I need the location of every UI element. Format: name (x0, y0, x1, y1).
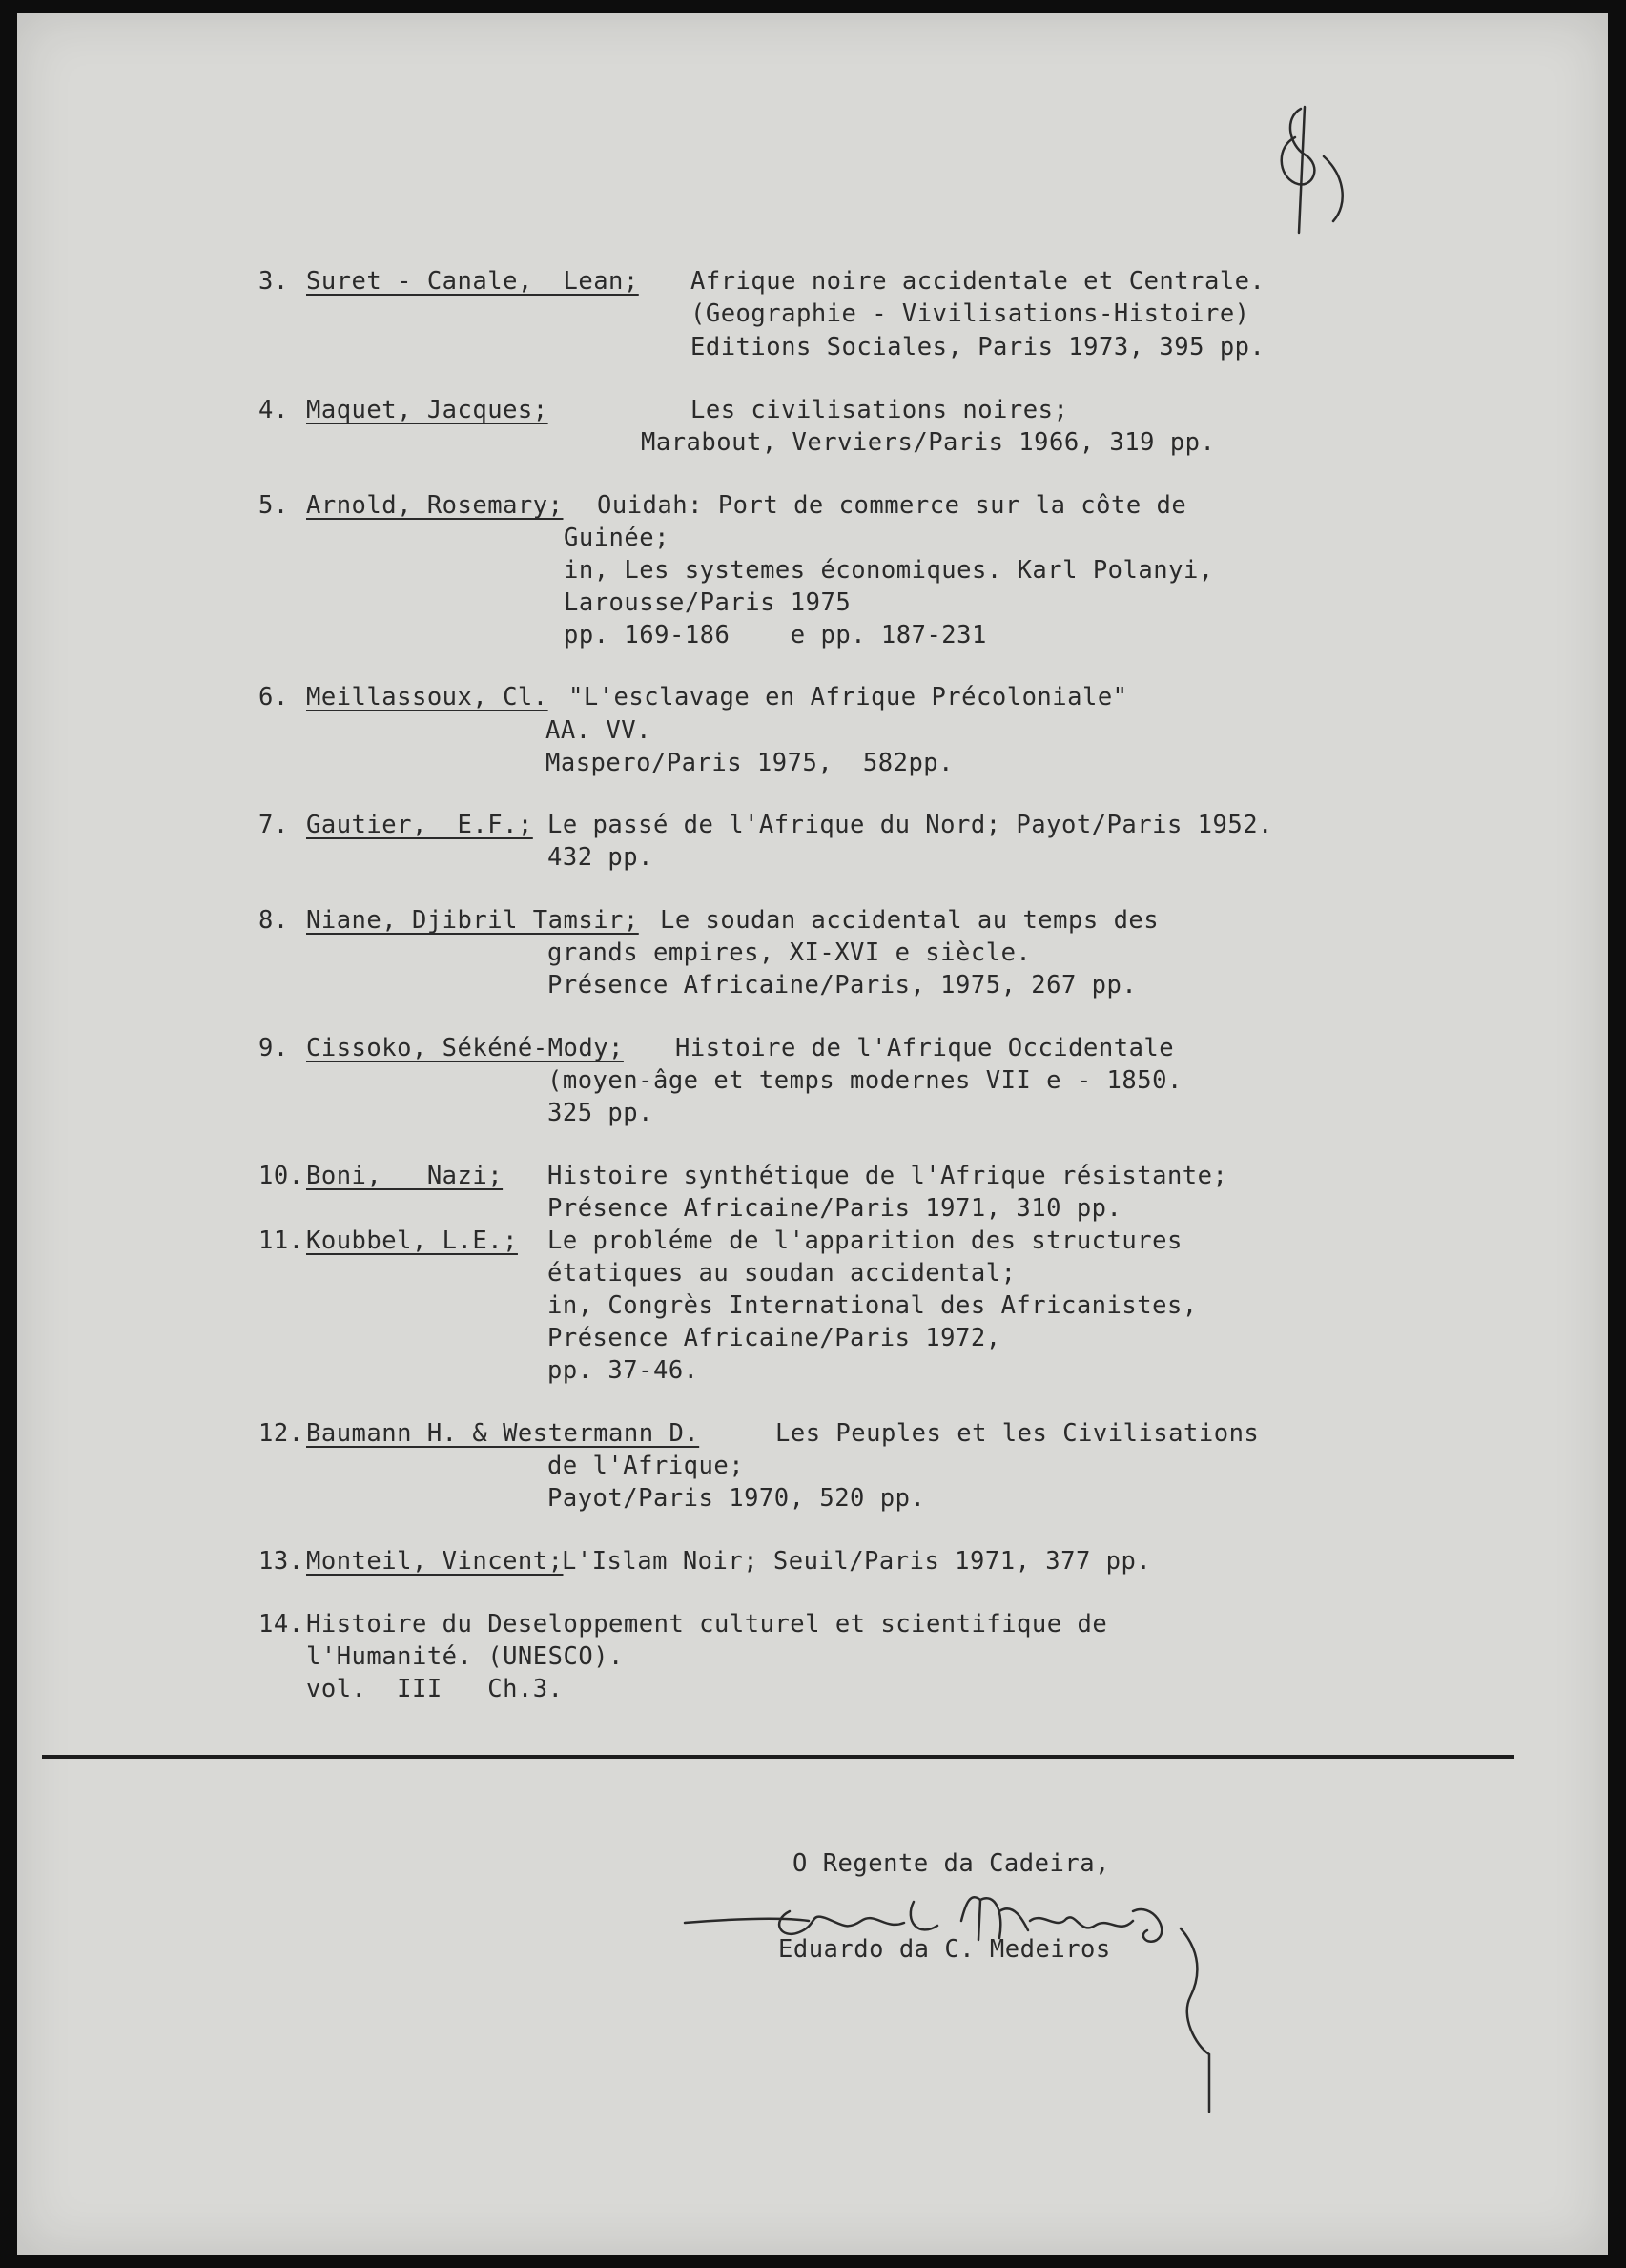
handwritten-page-number (1257, 99, 1371, 233)
entry-author: Boni, Nazi; (306, 1162, 504, 1190)
entry-author: Gautier, E.F.; (306, 811, 533, 839)
entry-line: pp. 169-186 e pp. 187-231 (564, 621, 987, 649)
entry-line: "L'esclavage en Afrique Précoloniale" (568, 683, 1128, 711)
entry-line: Le passé de l'Afrique du Nord; Payot/Paris 1952. (547, 811, 1273, 839)
entry-line: Payot/Paris 1970, 520 pp. (547, 1484, 926, 1513)
entry-author: Niane, Djibril Tamsir; (306, 906, 639, 935)
entry-line: Afrique noire accidentale et Centrale. (690, 267, 1266, 296)
entry-number: 10. (258, 1162, 304, 1190)
entry-line: Ouidah: Port de commerce sur la côte de (597, 491, 1187, 520)
entry-number: 14. (258, 1610, 304, 1639)
entry-author: Suret - Canale, Lean; (306, 267, 639, 296)
entry-line: Histoire synthétique de l'Afrique résistante; (547, 1162, 1228, 1190)
entry-number: 6. (258, 683, 289, 711)
entry-author: Baumann H. & Westermann D. (306, 1419, 700, 1448)
entry-line: de l'Afrique; (547, 1452, 745, 1480)
entry-line: Marabout, Verviers/Paris 1966, 319 pp. (641, 428, 1216, 457)
entry-number: 3. (258, 267, 289, 296)
entry-number: 12. (258, 1419, 304, 1448)
entry-line: grands empires, XI-XVI e siècle. (547, 938, 1032, 967)
horizontal-rule (42, 1755, 1514, 1759)
entry-line: in, Congrès International des Africanistes, (547, 1291, 1198, 1320)
entry-line: Histoire de l'Afrique Occidentale (675, 1034, 1175, 1062)
entry-number: 9. (258, 1034, 289, 1062)
entry-line: Maspero/Paris 1975, 582pp. (545, 749, 955, 777)
document-page (17, 13, 1608, 2255)
entry-line: AA. VV. (545, 716, 651, 745)
signatory-name: Eduardo da C. Medeiros (778, 1935, 1111, 1964)
entry-number: 13. (258, 1547, 304, 1576)
entry-line: in, Les systemes économiques. Karl Polanyi, (564, 556, 1214, 585)
entry-author: Cissoko, Sékéné-Mody; (306, 1034, 624, 1062)
entry-number: 7. (258, 811, 289, 839)
entry-line: Larousse/Paris 1975 (564, 588, 852, 617)
entry-line: étatiques au soudan accidental; (547, 1259, 1017, 1288)
entry-author: Arnold, Rosemary; (306, 491, 564, 520)
entry-line: Présence Africaine/Paris 1972, (547, 1324, 1001, 1352)
entry-line: l'Humanité. (UNESCO). (306, 1642, 624, 1671)
entry-author: Meillassoux, Cl. (306, 683, 548, 711)
entry-author: Monteil, Vincent; (306, 1547, 564, 1576)
entry-line: Le soudan accidental au temps des (660, 906, 1160, 935)
entry-line: Les Peuples et les Civilisations (775, 1419, 1260, 1448)
entry-line: pp. 37-46. (547, 1356, 699, 1385)
entry-number: 11. (258, 1227, 304, 1255)
entry-line: Les civilisations noires; (690, 396, 1069, 424)
entry-line: (moyen-âge et temps modernes VII e - 1850. (547, 1066, 1183, 1095)
entry-number: 8. (258, 906, 289, 935)
entry-line: 432 pp. (547, 843, 653, 872)
entry-line: (Geographie - Vivilisations-Histoire) (690, 299, 1250, 328)
entry-line: L'Islam Noir; Seuil/Paris 1971, 377 pp. (562, 1547, 1152, 1576)
handwritten-signature (675, 1883, 1286, 2112)
entry-author: Koubbel, L.E.; (306, 1227, 518, 1255)
entry-line: Le probléme de l'apparition des structures (547, 1227, 1183, 1255)
entry-number: 4. (258, 396, 289, 424)
entry-number: 5. (258, 491, 289, 520)
closing-title: O Regente da Cadeira, (792, 1849, 1110, 1878)
entry-line: Présence Africaine/Paris, 1975, 267 pp. (547, 971, 1138, 1000)
entry-line: vol. III Ch.3. (306, 1675, 564, 1703)
entry-line: 325 pp. (547, 1099, 653, 1127)
entry-line: Présence Africaine/Paris 1971, 310 pp. (547, 1194, 1122, 1223)
entry-line: Histoire du Deseloppement culturel et scientifique de (306, 1610, 1108, 1639)
entry-author: Maquet, Jacques; (306, 396, 548, 424)
entry-line: Guinée; (564, 524, 669, 552)
entry-line: Editions Sociales, Paris 1973, 395 pp. (690, 333, 1266, 361)
